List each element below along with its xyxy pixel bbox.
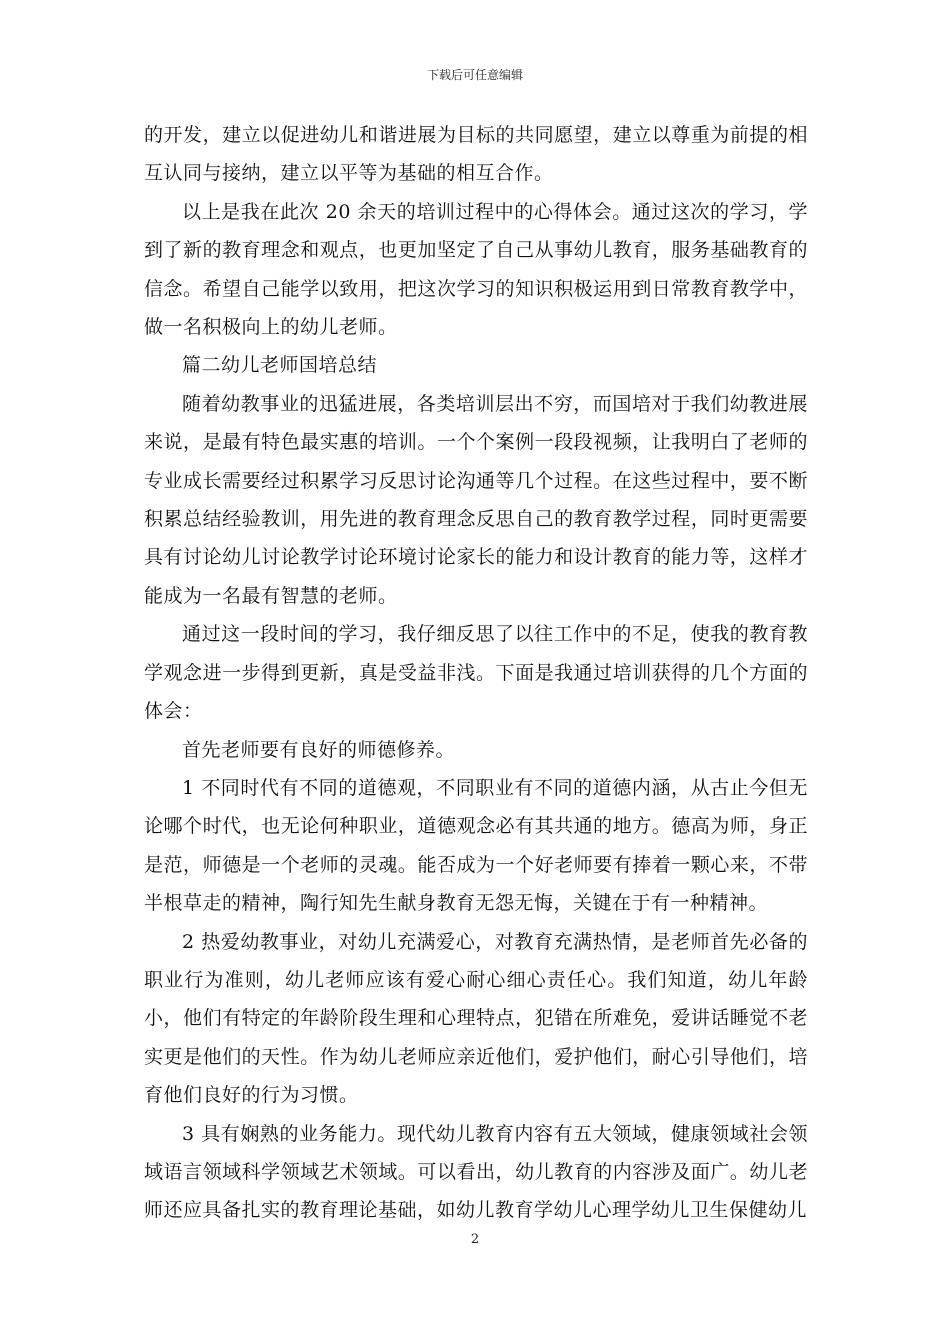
paragraph: 的开发，建立以促进幼儿和谐进展为目标的共同愿望，建立以尊重为前提的相互认同与接纳，建立以平等为基础的相互合作。 <box>144 124 808 185</box>
paragraph: 随着幼教事业的迅猛进展，各类培训层出不穷，而国培对于我们幼教进展来说，是最有特色最实惠的培训。一个个案例一段段视频，让我明白了老师的专业成长需要经过积累学习反思讨论沟通等几个过程。在这些过程中，要不断积累总结经验教训，用先进的教育理念反思自己的教育教学过程，同时更需要具有讨论幼儿讨论教学讨论环境讨论家长的能力和设计教育的能力等，这样才能成为一名最有智慧的老师。 <box>144 392 808 607</box>
document-body <box>144 116 808 1230</box>
page-header: 下载后可任意编辑 <box>426 68 523 82</box>
paragraph: 1 不同时代有不同的道德观，不同职业有不同的道德内涵，从古止今但无论哪个时代，也无论何种职业，道德观念必有其共通的地方。德高为师，身正是范，师德是一个老师的灵魂。能否成为一个好老师要有捧着一颗心来，不带半根草走的精神，陶行知先生献身教育无怨无悔，关键在于有一种精神。 <box>144 776 808 915</box>
paragraph: 首先老师要有良好的师德修养。 <box>182 738 456 761</box>
paragraph: 通过这一段时间的学习，我仔细反思了以往工作中的不足，使我的教育教学观念进一步得到更新，真是受益非浅。下面是我通过培训获得的几个方面的体会： <box>144 623 808 723</box>
paragraph: 2 热爱幼教事业，对幼儿充满爱心，对教育充满热情，是老师首先必备的职业行为准则，幼儿老师应该有爱心耐心细心责任心。我们知道，幼儿年龄小，他们有特定的年龄阶段生理和心理特点，犯错在所难免，爱讲话睡觉不老实更是他们的天性。作为幼儿老师应亲近他们，爱护他们，耐心引导他们，培育他们良好的行为习惯。 <box>144 930 808 1107</box>
page-number: 2 <box>470 1232 480 1247</box>
paragraph: 3 具有娴熟的业务能力。现代幼儿教育内容有五大领域，健康领域社会领域语言领域科学领域艺术领域。可以看出，幼儿教育的内容涉及面广。幼儿老师还应具备扎实的教育理论基础，如幼儿教育学幼儿心理学幼儿卫生保健幼儿 <box>144 1122 808 1222</box>
section-heading: 篇二幼儿老师国培总结 <box>182 354 378 377</box>
paragraph: 以上是我在此次 20 余天的培训过程中的心得体会。通过这次的学习，学到了新的教育理念和观点，也更加坚定了自己从事幼儿教育，服务基础教育的信念。希望自己能学以致用，把这次学习的知识积极运用到日常教育教学中，做一名积极向上的幼儿老师。 <box>144 200 808 339</box>
